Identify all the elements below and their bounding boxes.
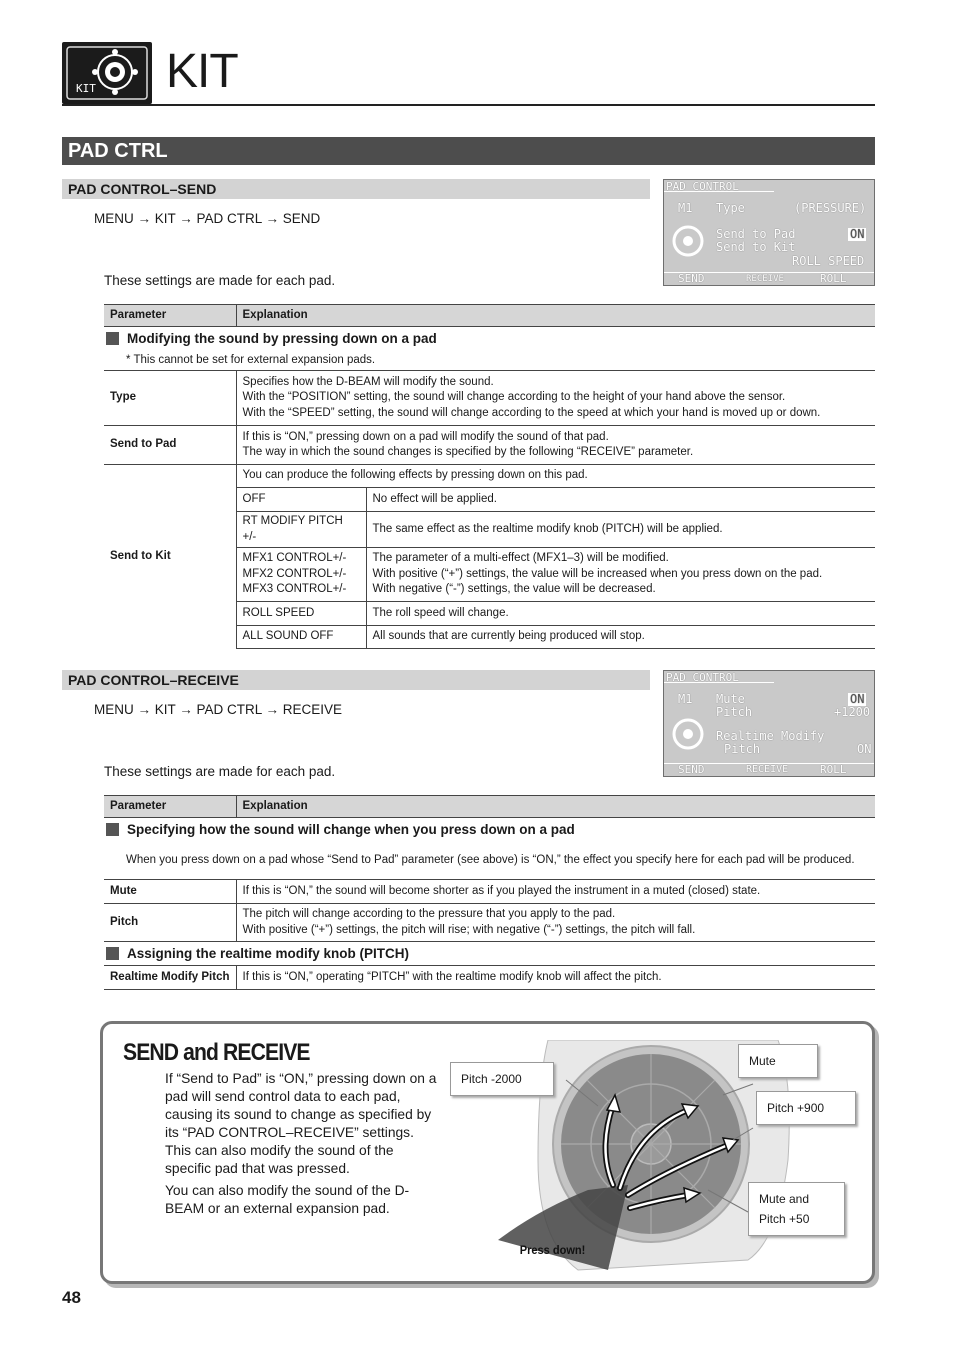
lcd-tab-send: SEND (678, 272, 705, 285)
section-title: PAD CTRL (62, 137, 875, 165)
receive-lcd-screen (663, 670, 875, 777)
option-name: ROLL SPEED (236, 602, 366, 626)
param-realtime-modify-pitch: Realtime Modify Pitch (104, 966, 236, 990)
page-title: KIT (166, 45, 238, 98)
lcd-line2-label: Send to Pad (716, 227, 796, 241)
send-heading: PAD CONTROL–SEND (62, 179, 650, 199)
option-name: ALL SOUND OFF (236, 626, 366, 649)
square-bullet-icon (106, 947, 119, 960)
lcd-tab-bar (664, 272, 874, 285)
square-bullet-icon (106, 823, 119, 836)
send-intro: These settings are made for each pad. (104, 273, 336, 288)
lcd-tab-bar (664, 763, 874, 776)
press-label: Press down! (519, 1244, 586, 1258)
table-row (104, 426, 875, 465)
lcd-line1-label: Type (716, 201, 745, 215)
square-bullet-icon (106, 332, 119, 345)
option-desc: The roll speed will change. (366, 602, 875, 626)
col-header-explanation: Explanation (236, 305, 875, 327)
lcd-tab-send: SEND (678, 763, 705, 776)
kit-icon-label: KIT (76, 82, 96, 95)
group-note: When you press down on a pad whose “Send to Pad” parameter (see above) is “ON,” the effect you specify here for each pad will be produced. (126, 853, 855, 866)
lcd-line4-label: Pitch (724, 742, 761, 756)
receive-heading: PAD CONTROL–RECEIVE (62, 670, 650, 690)
col-header-parameter: Parameter (104, 305, 236, 327)
lcd-line2-value: ON (850, 227, 865, 241)
receive-menu-path: MENU → KIT → PAD CTRL → RECEIVE (94, 702, 343, 717)
group-heading: Specifying how the sound will change when you press down on a pad (104, 818, 875, 842)
option-name: MFX1 CONTROL+/- MFX2 CONTROL+/- MFX3 CONTROL+/- (236, 548, 366, 602)
option-desc: All sounds that are currently being produced will stop. (366, 626, 875, 649)
lcd-line2-value: +1200 (834, 705, 871, 719)
send-receive-box (100, 1021, 875, 1284)
param-send-to-kit: Send to Kit (104, 465, 236, 649)
option-name: OFF (236, 488, 366, 512)
receive-parameter-table (104, 795, 875, 990)
col-header-parameter: Parameter (104, 796, 236, 818)
lcd-line2-label: Pitch (716, 705, 753, 719)
box-title: SEND and RECEIVE (123, 1039, 310, 1066)
table-row (104, 465, 875, 488)
lcd-tab-roll: ROLL (820, 272, 847, 285)
group-heading: Modifying the sound by pressing down on a pad (104, 327, 875, 351)
group-heading: Assigning the realtime modify knob (PITCH) (104, 942, 875, 966)
param-type: Type (104, 371, 236, 426)
table-row (104, 904, 875, 942)
lcd-drum-icon (668, 717, 708, 751)
table-row (104, 371, 875, 426)
table-row (104, 880, 875, 904)
lcd-tab-receive: RECEIVE (746, 274, 784, 284)
callout-pitch-plus: Pitch +900 (756, 1091, 856, 1125)
param-send-to-pad: Send to Pad (104, 426, 236, 465)
callout-mute-and-pitch: Mute and Pitch +50 (748, 1182, 845, 1236)
lcd-line1-label: Mute (716, 692, 745, 706)
option-desc: No effect will be applied. (366, 488, 875, 512)
lcd-drum-icon (668, 224, 708, 258)
expl-send-to-pad: If this is “ON,” pressing down on a pad will modify the sound of that pad. The way in which the sound changes is specified by the following “RECEIVE” parameter. (236, 426, 875, 465)
expl-pitch: The pitch will change according to the pressure that you apply to the pad. With positive (“+”) settings, the pitch will rise; with negative (“-”) settings, the pitch will fall. (236, 904, 875, 942)
receive-intro: These settings are made for each pad. (104, 764, 336, 779)
param-mute: Mute (104, 880, 236, 904)
param-pitch: Pitch (104, 904, 236, 942)
lcd-tab-roll: ROLL (820, 763, 847, 776)
option-name: RT MODIFY PITCH +/- (236, 512, 366, 548)
lcd-title: PAD CONTROL (666, 671, 739, 684)
col-header-explanation: Explanation (236, 796, 875, 818)
expl-mute: If this is “ON,” the sound will become shorter as if you played the instrument in a muted (closed) state. (236, 880, 875, 904)
send-lcd-screen (663, 179, 875, 286)
box-paragraph-2: You can also modify the sound of the D-BEAM or an external expansion pad. (165, 1183, 410, 1216)
lcd-tab-receive: RECEIVE (746, 764, 789, 775)
lcd-line4-value: ON (857, 742, 872, 756)
page-number: 48 (62, 1288, 81, 1307)
kit-icon (62, 42, 152, 104)
lcd-title: PAD CONTROL (666, 180, 739, 193)
expl-realtime-modify-pitch: If this is “ON,” operating “PITCH” with the realtime modify knob will affect the pitch. (236, 966, 875, 990)
table-row (104, 966, 875, 990)
lcd-pad: M1 (678, 201, 693, 215)
expl-type: Specifies how the D-BEAM will modify the sound. With the “POSITION” setting, the sound will change according to the height of your hand above the sensor. With the “SPEED” setting, the sound will change according to the speed at which your hand is moved up or down. (236, 371, 875, 426)
callout-mute: Mute (738, 1044, 818, 1078)
lcd-line1-value: ON (850, 692, 865, 706)
lcd-line4-value: ROLL SPEED (792, 254, 865, 268)
option-desc: The parameter of a multi-effect (MFX1–3) will be modified. With positive (“+”) settings, the value will be increased when you press down on the pad. With negative (“-”) settings, the value will be decreased. (366, 548, 875, 602)
lcd-line3-label: Send to Kit (716, 240, 796, 254)
send-menu-path: MENU → KIT → PAD CTRL → SEND (94, 211, 321, 226)
expl-send-to-kit: You can produce the following effects by pressing down on this pad. (236, 465, 875, 488)
page-header (62, 42, 875, 106)
lcd-pad: M1 (678, 692, 693, 706)
lcd-line1-value: (PRESSURE) (794, 201, 867, 215)
box-paragraph-1: If “Send to Pad” is “ON,” pressing down on a pad will send control data to each pad, causing its sound to change as specified by its “PAD CONTROL–RECEIVE” settings. This can also modify the sound of the specific pad that was pressed. (165, 1071, 437, 1176)
group-note: * This cannot be set for external expansion pads. (126, 353, 376, 366)
callout-pitch-minus: Pitch -2000 (450, 1062, 554, 1096)
option-desc: The same effect as the realtime modify knob (PITCH) will be applied. (366, 512, 875, 548)
send-parameter-table (104, 304, 875, 649)
lcd-line3-label: Realtime Modify (716, 729, 825, 743)
